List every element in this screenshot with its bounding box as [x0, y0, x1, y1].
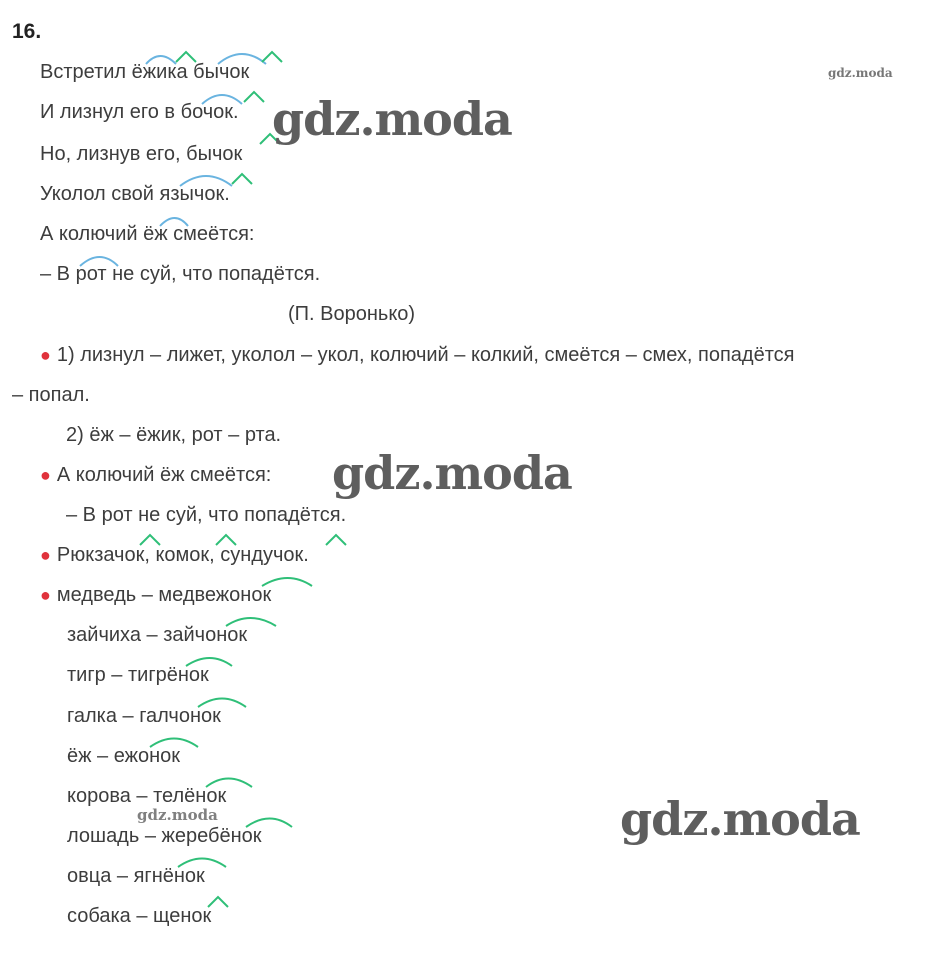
poem-line-5: А колючий ёж смеётся:: [40, 223, 255, 245]
answer-1-cont: – попал.: [12, 384, 90, 406]
poem-line-6: – В рот не суй, что попадётся.: [40, 263, 321, 285]
watermark-mid: gdz.moda: [137, 806, 218, 824]
bullet-quote-cont: – В рот не суй, что попадётся.: [66, 504, 347, 526]
pair-row: собака – щенок: [67, 905, 212, 927]
watermark-small: gdz.moda: [828, 66, 893, 80]
suffix-mark: [326, 535, 346, 545]
poem-line-1: Встретил ёжика бычок: [40, 61, 250, 83]
bullet-icon: ●: [40, 465, 51, 485]
bullet-icon: ●: [40, 345, 51, 365]
pair-row: лошадь – жеребёнок: [67, 825, 262, 847]
poem-line-3: Но, лизнув его, бычок: [40, 143, 243, 165]
watermark-big: gdz.moda: [332, 446, 572, 500]
bullet-words-text: Рюкзачок, комок, сундучок.: [56, 544, 309, 566]
bullet-icon: ●: [40, 545, 51, 565]
bullet-words: [40, 543, 309, 567]
watermark-big: gdz.moda: [620, 792, 860, 846]
pair-text: медведь – медвежонок: [56, 584, 272, 606]
pair-row: [40, 583, 271, 607]
pair-row: овца – ягнёнок: [67, 865, 205, 887]
poem-line-4: Уколол свой язычок.: [40, 183, 230, 205]
bullet-icon: ●: [40, 585, 51, 605]
pair-row: галка – галчонок: [67, 705, 221, 727]
watermark-big: gdz.moda: [272, 92, 512, 146]
suffix-mark: [232, 174, 252, 184]
pair-row: тигр – тигрёнок: [67, 664, 209, 686]
suffix-mark: [244, 92, 264, 102]
poem-line-2: И лизнул его в бочок.: [40, 101, 239, 123]
suffix-mark: [262, 52, 282, 62]
bullet-quote-text: А колючий ёж смеётся:: [56, 464, 272, 486]
bullet-quote: [40, 463, 271, 487]
answer-2: 2) ёж – ёжик, рот – рта.: [66, 424, 282, 446]
pair-row: зайчиха – зайчонок: [67, 624, 248, 646]
answer-1: [40, 343, 795, 367]
pair-row: корова – телёнок: [67, 785, 227, 807]
answer-1-text: 1) лизнул – лижет, уколол – укол, колючий – колкий, смеётся – смех, попадётся: [56, 344, 795, 366]
task-number: 16.: [12, 20, 42, 43]
poem-author: (П. Воронько): [288, 303, 416, 325]
pair-row: ёж – ежонок: [67, 745, 181, 767]
